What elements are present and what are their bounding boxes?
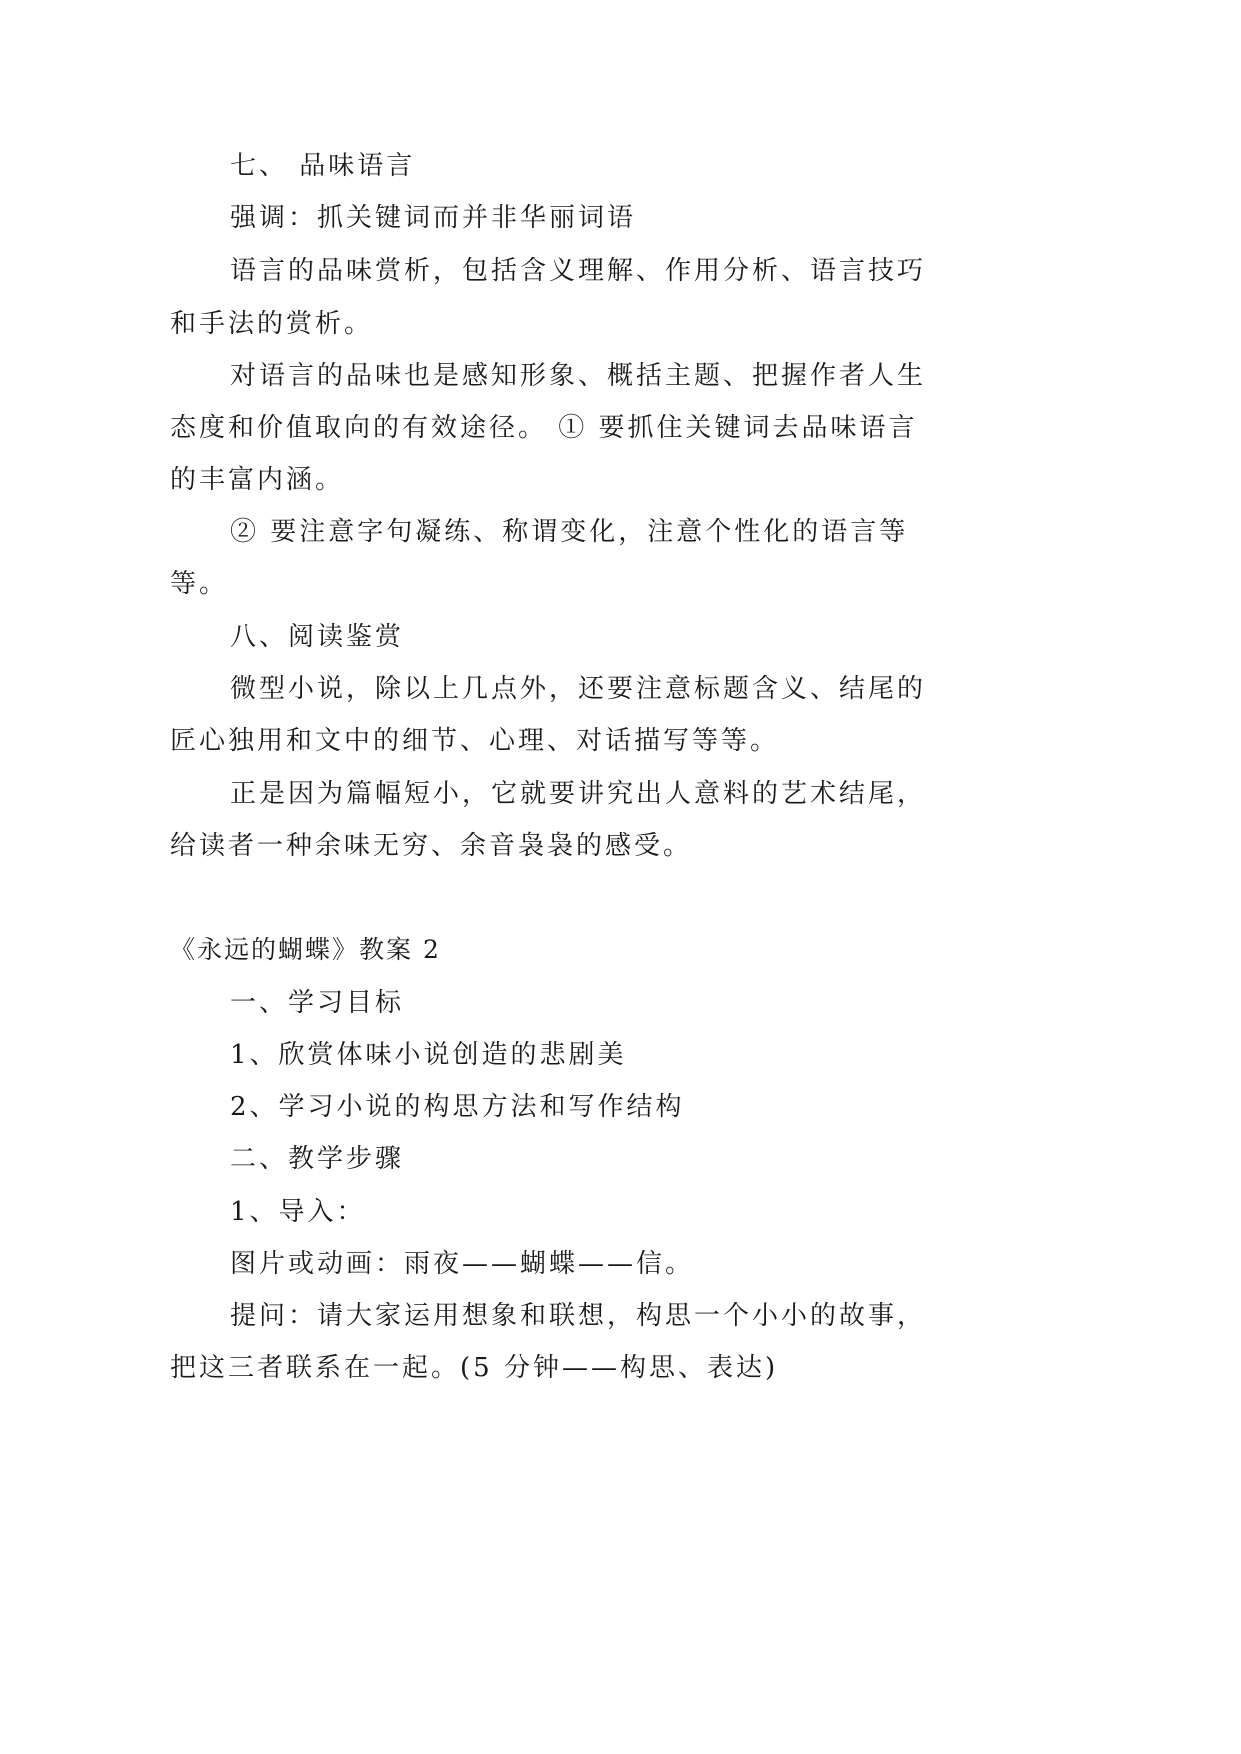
section-heading-learning-goals: 一、学习目标: [230, 988, 405, 1018]
section-heading-reading-appreciation: 八、阅读鉴赏: [230, 622, 405, 652]
paragraph-line: 对语言的品味也是感知形象、概括主题、把握作者人生: [230, 361, 927, 391]
step-item: 1、导入：: [230, 1197, 366, 1227]
paragraph-line: 图片或动画：雨夜——蝴蝶——信。: [230, 1249, 695, 1279]
section-heading-taste-language: 七、 品味语言: [230, 151, 416, 181]
emphasis-line: 强调：抓关键词而并非华丽词语: [230, 203, 637, 233]
paragraph-line: 匠心独用和文中的细节、心理、对话描写等等。: [170, 726, 780, 756]
paragraph-line: 的丰富内涵。: [170, 465, 345, 495]
paragraph-line: 微型小说，除以上几点外，还要注意标题含义、结尾的: [230, 674, 927, 704]
goal-item: 2、学习小说的构思方法和写作结构: [230, 1092, 685, 1122]
paragraph-line: 提问：请大家运用想象和联想，构思一个小小的故事，: [230, 1301, 927, 1331]
paragraph-line: 态度和价值取向的有效途径。 ① 要抓住关键词去品味语言: [170, 413, 918, 443]
paragraph-line: 把这三者联系在一起。(5 分钟——构思、表达): [170, 1353, 779, 1383]
paragraph-line: ② 要注意字句凝练、称谓变化，注意个性化的语言等: [230, 517, 909, 547]
lesson-title: 《永远的蝴蝶》教案 2: [170, 935, 441, 964]
paragraph-line: 语言的品味赏析，包括含义理解、作用分析、语言技巧: [230, 256, 927, 286]
goal-item: 1、欣赏体味小说创造的悲剧美: [230, 1040, 627, 1070]
paragraph-line: 等。: [170, 569, 229, 599]
paragraph-line: 正是因为篇幅短小，它就要讲究出人意料的艺术结尾，: [230, 779, 927, 809]
paragraph-line: 给读者一种余味无穷、余音袅袅的感受。: [170, 831, 693, 861]
paragraph-line: 和手法的赏析。: [170, 309, 374, 339]
section-heading-teaching-steps: 二、教学步骤: [230, 1144, 405, 1174]
